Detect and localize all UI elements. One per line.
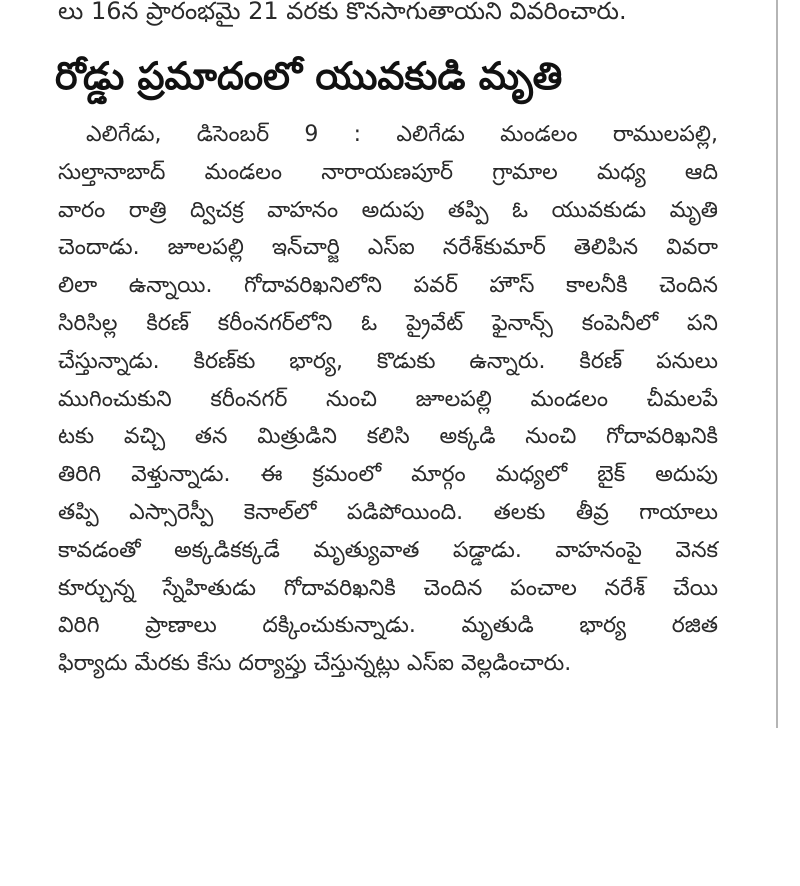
article-line: సిరిసిల్ల కిరణ్ కరీంనగర్‌లోని ఓ ప్రైవేట్ ఫైనాన్స్ కంపెనీలో పని xyxy=(58,310,718,336)
article-headline: రోడ్డు ప్రమాదంలో యువకుడి మృతి xyxy=(55,54,563,98)
article-line: సుల్తానాబాద్ మండలం నారాయణపూర్ గ్రామాల మధ్య ఆది xyxy=(58,159,718,185)
article-line: చేస్తున్నాడు. కిరణ్‌కు భార్య, కొడుకు ఉన్నారు. కిరణ్ పనులు xyxy=(58,348,718,374)
article-line: లిలా ఉన్నాయి. గోదావరిఖనిలోని పవర్ హౌస్ కాలనీకి చెందిన xyxy=(58,273,718,299)
article-line: విరిగి ప్రాణాలు దక్కించుకున్నాడు. మృతుడి భార్య రజిత xyxy=(58,613,718,639)
article-line: తప్పి ఎస్సారెస్పీ కెనాల్‌లో పడిపోయింది. తలకు తీవ్ర గాయాలు xyxy=(58,499,718,525)
article-line: కూర్చున్న స్నేహితుడు గోదావరిఖనికి చెందిన పంచాల నరేశ్ చేయి xyxy=(58,575,718,601)
previous-article-last-line: లు 16న ప్రారంభమై 21 వరకు కొనసాగుతాయని వివరించారు. xyxy=(58,0,627,25)
article-body xyxy=(58,116,718,683)
article-line: తిరిగి వెళ్తున్నాడు. ఈ క్రమంలో మార్గం మధ్యలో బైక్ అదుపు xyxy=(58,462,718,488)
article-line: ఎలిగేడు, డిసెంబర్ 9 : ఎలిగేడు మండలం రాములపల్లి, xyxy=(86,122,718,147)
article-line: కావడంతో అక్కడికక్కడే మృత్యువాత పడ్డాడు. వాహనంపై వెనక xyxy=(58,537,718,563)
article-line: వారం రాత్రి ద్విచక్ర వాహనం అదుపు తప్పి ఓ యువకుడు మృతి xyxy=(58,197,718,223)
article-line: టకు వచ్చి తన మిత్రుడిని కలిసి అక్కడి నుంచి గోదావరిఖనికి xyxy=(58,424,718,450)
column-divider xyxy=(776,0,778,728)
article-line: ముగించుకుని కరీంనగర్ నుంచి జూలపల్లి మండలం చీమలపే xyxy=(58,386,718,412)
article-line: ఫిర్యాదు మేరకు కేసు దర్యాప్తు చేస్తున్నట్లు ఎస్ఐ వెల్లడించారు. xyxy=(58,651,572,677)
article-line: చెందాడు. జూలపల్లి ఇన్‌చార్జి ఎస్ఐ నరేశ్‌కుమార్ తెలిపిన వివరా xyxy=(58,235,718,261)
